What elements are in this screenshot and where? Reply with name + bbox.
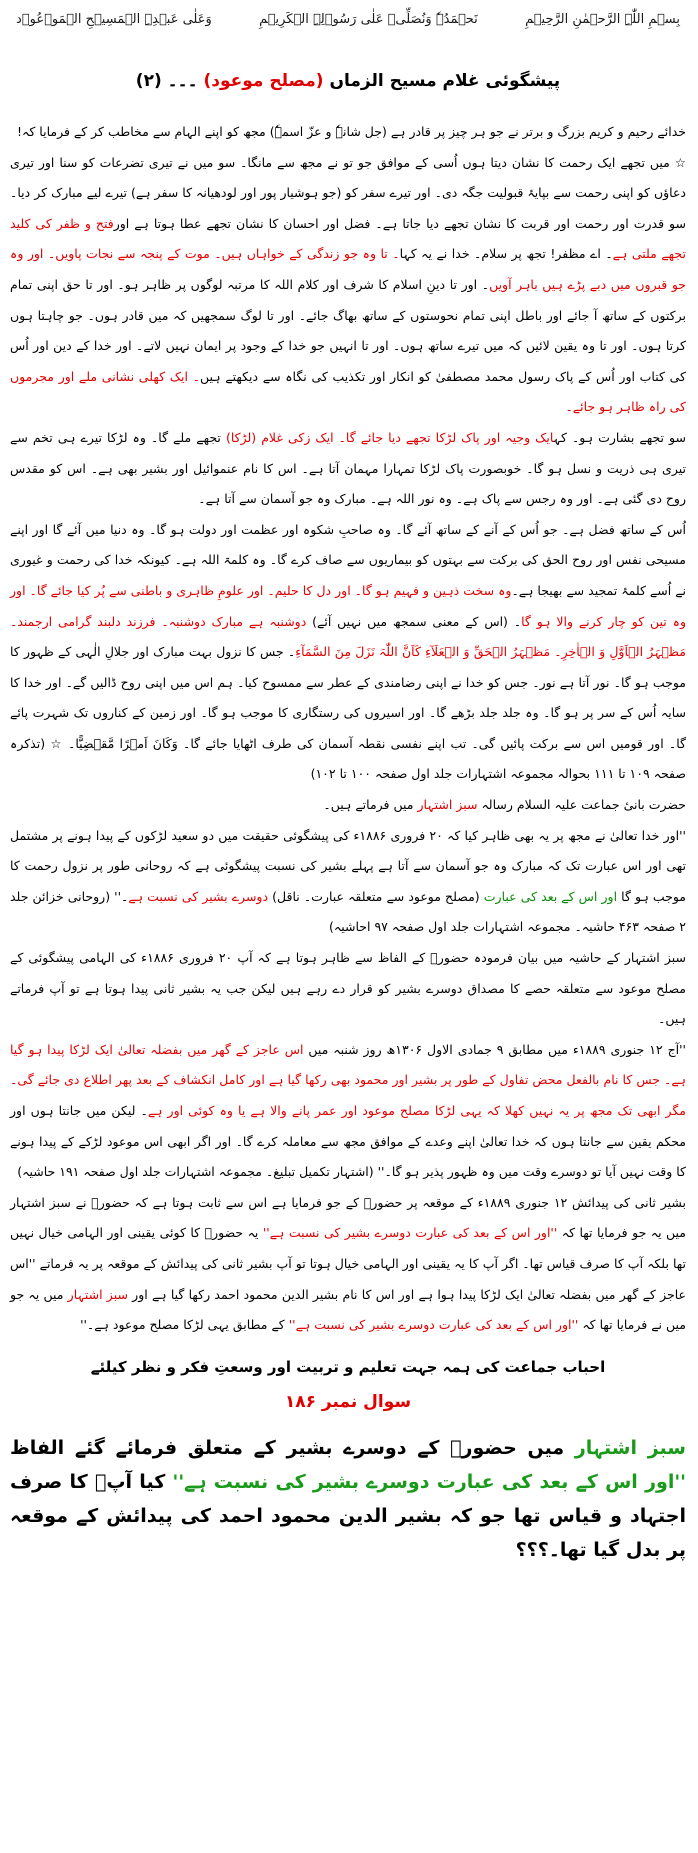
conclusion-text-3: میں یہ جو میں نے فرمایا تھا کہ [10,1286,686,1333]
paragraph-intro [10,117,686,148]
glad-highlight: ایک وجیہ اور پاک لڑکا تجھے دیا جائے گا۔ ایک زکی غلام (لڑکا) [225,429,554,445]
question-highlight-2: ''اور اس کے بعد کی عبارت دوسرے بشیر کی نسبت ہے'' [172,1470,686,1493]
paragraph-prophecy [10,148,686,423]
paragraph-glad-tidings [10,423,686,515]
analysis-text: سبز اشتہار کے حاشیہ میں بیان فرمودہ حضورؑ کے الفاظ سے ظاہر ہوتا ہے کہ آپ ۲۰ فروری ۱۸۸۶ء کی الہامی پیشگوئی کے مصلح موعود سے متعلقہ حصے کا مصداق دوسرے بشیر کو قرار دے رہے ہیں لیکن جب یہ بشیر ثانی پیدا ہوتا ہے تو آپ فرماتے ہیں۔ [10,950,686,1027]
founder-text-2: میں فرماتے ہیں۔ [323,797,418,813]
birth-text-1: ''آج ۱۲ جنوری ۱۸۸۹ء میں مطابق ۹ جمادی الاول ۱۳۰۶ھ روز شنبہ میں [303,1041,686,1057]
question-text-2: کیا آپؑ کا صرف اجتہاد و قیاس تھا جو کہ بشیر الدین محمود احمد کی پیدائش کے موقعہ پر بدل گیا تھا۔؟؟؟ [10,1470,686,1561]
basmala-text: بِسۡمِ اللّٰہِ الرَّحۡمٰنِ الرَّحِیۡمِ [525,11,680,27]
birth-text-2: ۔ لیکن میں جانتا ہوں اور محکم یقین سے جانتا ہوں کہ خدا تعالیٰ اپنے وعدے کے موافق مجھ سے معاملہ کرے گا۔ اور اگر ابھی اس موعود لڑکے کے پیدا ہونے کا وقت نہیں آیا تو دوسرے وقت میں وہ ظہور پذیر ہو گا۔'' (اشتہار تکمیل تبلیغ۔ مجموعہ اشتہارات جلد اول صفحہ ۱۹۱ حاشیہ) [10,1103,686,1180]
sabz-highlight-2: دوسرے بشیر کی نسبت ہے [128,888,269,904]
prophecy-highlight-2: ۔ تا وہ جو زندگی کے خواہاں ہیں۔ موت کے پنجہ سے نجات پاویں۔ اور وہ جو قبروں میں دبے پڑے ہیں باہر آویں [10,246,686,292]
title-main: پیشگوئی غلام مسیح الزماں [329,71,561,91]
conclusion-highlight-1: ''اور اس کے بعد کی عبارت دوسرے بشیر کی نسبت ہے'' [262,1225,558,1241]
masih-text: وَعَلٰی عَبۡدِہِ الۡمَسِیۡحِ الۡمَوۡعُوۡد [16,11,212,27]
prophecy-text-2: ۔ اے مظفر! تجھ پر سلام۔ خدا نے یہ کہا [399,246,613,262]
paragraph-footnote-analysis [10,943,686,1035]
intro-text: خدائے رحیم و کریم بزرگ و برتر نے جو ہر چیز پر قادر ہے (جل شانہٗ و عزّ اسمہٗ) مجھ کو اپنے الہام سے مخاطب کر کے فرمایا کہ! [17,124,686,139]
prophecy-text-1: ☆ میں تجھے ایک رحمت کا نشان دیتا ہوں اُسی کے موافق جو تو نے مجھ سے مانگا۔ سو میں نے تیری تضرعات کو سنا اور تیری دعاؤں کو اپنی رحمت سے بپایۂ قبولیت جگہ دی۔ اور تیرے سفر کو (جو ہوشیار پور اور لودھیانہ کا سفر ہے) تیرے لیے مبارک کر دیا۔ سو قدرت اور رحمت اور قربت کا نشان تجھے دیا جاتا ہے۔ فضل اور احسان کا نشان تجھے عطا ہوتا ہے اور [10,154,686,231]
notice-heading: احباب جماعت کی ہمہ جہت تعلیم و تربیت اور وسعتِ فکر و نظر کیلئے [90,1357,606,1376]
prophecy-highlight-3: ۔ ایک کھلی نشانی ملے اور مجرموں کی راہ ظاہر ہو جائے۔ [10,368,686,415]
birth-highlight: اس عاجز کے گھر میں بفضلہ تعالیٰ ایک لڑکا پیدا ہو گیا ہے۔ جس کا نام بالفعل محض تفاول کے طور پر بشیر اور محمود بھی رکھا گیا ہے اور کامل انکشاف کے بعد پھر اطلاع دی جائے گی۔ مگر ابھی تک مجھ پر یہ نہیں کھلا کہ یہی لڑکا مصلح موعود اور عمر پانے والا ہے یا وہ کوئی اور ہے [10,1041,687,1118]
prophecy-text-3: ۔ اور تا دینِ اسلام کا شرف اور کلام اللہ کا مرتبہ لوگوں پر ظاہر ہو۔ اور تا حق اپنی تمام برکتوں کے ساتھ آ جائے اور باطل اپنی تمام نحوستوں کے ساتھ بھاگ جائے۔ اور تا لوگ سمجھیں کہ میں قادر ہوں۔ جو چاہتا ہوں کرتا ہوں۔ اور تا وہ یقین لائیں کہ میں تیرے ساتھ ہوں۔ اور تا انہیں جو خدا کے وجود پر ایمان نہیں لاتے۔ اور خدا کے دین اور اُس کی کتاب اور اُس کے پاک رسول محمد مصطفیٰ کو انکار اور تکذیب کی نگاہ سے دیکھتے ہیں [10,276,687,384]
basmala-row [10,8,686,30]
grace-highlight-2: دوشنبہ ہے مبارک دوشنبہ۔ فرزند دلبند گرامی ارجمند۔ مَظۡہَرُ الۡاَوَّلِ وَ الۡاٰخِرِ۔ مَظۡہَرُ الۡحَقِّ وَ الۡعَلَآءِ کَاَنَّ اللّٰہَ نَزَلَ مِنَ السَّمَآءِ [10,613,686,660]
sabz-text-1: ''اور خدا تعالیٰ نے مجھ پر یہ بھی ظاہر کیا کہ ۲۰ فروری ۱۸۸۶ء کی پیشگوئی حقیقت میں دو سعید لڑکوں کے پیدا ہونے پر مشتمل تھی اور اس عبارت تک کہ مبارک وہ جو آسمان سے آتا ہے پہلے بشیر کی نسبت پیشگوئی ہے کہ روحانی طور پر نزول رحمت کا موجب ہو گا [10,827,687,904]
grace-text-3: ۔ جس کا نزول بہت مبارک اور جلالِ الٰہی کے ظہور کا موجب ہو گا۔ نور آتا ہے نور۔ جس کو خدا نے اپنی رضامندی کے عطر سے ممسوح کیا۔ ہم اس میں اپنی روح ڈالیں گے۔ اور خدا کا سایہ اُس کے سر پر ہو گا۔ وہ جلد جلد بڑھے گا۔ اور اسیروں کی رستگاری کا موجب ہو گا۔ اور زمین کے کناروں تک شہرت پائے گا۔ اور قومیں اس سے برکت پائیں گی۔ تب اپنے نفسی نقطہ آسمان کی طرف اٹھایا جائے گا۔ وَکَانَ اَمۡرًا مَّقۡضِیًّا۔ ☆ (تذکرہ صفحہ ۱۰۹ تا ۱۱۱ بحوالہ مجموعہ اشتہارات جلد اول صفحہ ۱۰۰ تا ۱۰۲) [10,644,686,782]
glad-text-1: سو تجھے بشارت ہو۔ کہ [553,429,686,445]
question-text-1: میں حضورؑ کے دوسرے بشیر کے متعلق فرمائے گئے الفاظ [10,1436,575,1459]
grace-text-2: ۔ (اس کے معنی سمجھ میں نہیں آئے) [306,613,522,629]
question-highlight-1: سبز اشتہار [574,1436,686,1459]
paragraph-sabz-quote [10,821,686,943]
paragraph-conclusion [10,1188,686,1341]
paragraph-founder-says [10,790,686,821]
question-text [10,1431,686,1567]
grace-text-1: اُس کے ساتھ فضل ہے۔ جو اُس کے آنے کے ساتھ آئے گا۔ وہ صاحبِ شکوہ اور عظمت اور دولت ہو گا۔ وہ دنیا میں آئے گا اور اپنے مسیحی نفس اور روح الحق کی برکت سے بہتوں کو بیماریوں سے صاف کرے گا۔ وہ کلمۃ اللہ ہے۔ کیونکہ خدا کی رحمت و غیوری نے اُسے کلمۂ تمجید سے بھیجا ہے۔ [10,521,687,598]
question-number: سوال نمبر ۱۸۶ [284,1391,412,1412]
title-number: ۔۔۔ (۲) [135,71,198,91]
paragraph-grace [10,515,686,790]
conclusion-text-1: بشیر ثانی کی پیدائش ۱۲ جنوری ۱۸۸۹ء کے موقعہ پر حضورؑ کے جو فرمایا ہے اس سے ثابت ہوتا ہے کہ حضورؑ نے سبز اشتہار میں یہ جو فرمایا تھا کہ [10,1194,686,1241]
sabz-highlight-1: اور اس کے بعد کی عبارت [483,888,618,904]
conclusion-text-2: یہ حضورؑ کا کوئی یقینی اور الہامی خیال نہیں تھا بلکہ آپ کا صرف قیاس تھا۔ اگر آپ کا یہ یقینی اور الہامی خیال ہوتا تو آپ بشیر ثانی کی پیدائش کے موقعہ پر یہ فرماتے ''اس عاجز کے گھر میں بفضلہ تعالیٰ ایک لڑکا پیدا ہوا ہے اور اس کا نام بشیر الدین محمود احمد رکھا گیا ہے اور [10,1225,686,1302]
conclusion-highlight-2: سبز اشتہار [67,1286,128,1302]
title-musleh: (مصلح موعود) [203,71,324,91]
founder-highlight: سبز اشتہار [417,797,478,813]
hamd-text: نَحۡمَدُہٗ وَنُصَلِّیۡ عَلٰی رَسُوۡلِہِ الۡکَرِیۡمِ [259,11,478,27]
paragraph-birth-announcement [10,1035,686,1188]
conclusion-text-4: کے مطابق یہی لڑکا مصلح موعود ہے۔'' [80,1317,289,1333]
glad-text-2: تجھے ملے گا۔ وہ لڑکا تیرے ہی تخم سے تیری ہی ذریت و نسل ہو گا۔ خوبصورت پاک لڑکا تمہارا مہمان آتا ہے۔ اس کا نام عنموائیل اور بشیر بھی ہے۔ اس کو مقدس روح دی گئی ہے۔ اور وہ رجس سے پاک ہے۔ وہ نور اللہ ہے۔ مبارک وہ جو آسمان سے آتا ہے۔ [10,429,686,507]
grace-highlight-1: وہ سخت ذہین و فہیم ہو گا۔ اور دل کا حلیم۔ اور علومِ ظاہری و باطنی سے پُر کیا جائے گا۔ اور وہ تین کو چار کرنے والا ہو گا [10,582,686,629]
page-title [10,70,686,91]
sabz-text-2: (مصلح موعود سے متعلقہ عبارت۔ ناقل) [268,888,484,904]
sabz-text-3: ۔'' (روحانی خزائن جلد ۲ صفحہ ۴۶۳ حاشیہ۔ مجموعہ اشتہارات جلد اول صفحہ ۹۷ احاشیہ) [10,888,686,935]
prophecy-highlight-1: فتح و ظفر کی کلید تجھے ملتی ہے [10,215,686,262]
founder-text-1: حضرت بانیٔ جماعت علیہ السلام رسالہ [477,797,686,813]
conclusion-highlight-3: ''اور اس کے بعد کی عبارت دوسرے بشیر کی نسبت ہے'' [288,1317,579,1333]
